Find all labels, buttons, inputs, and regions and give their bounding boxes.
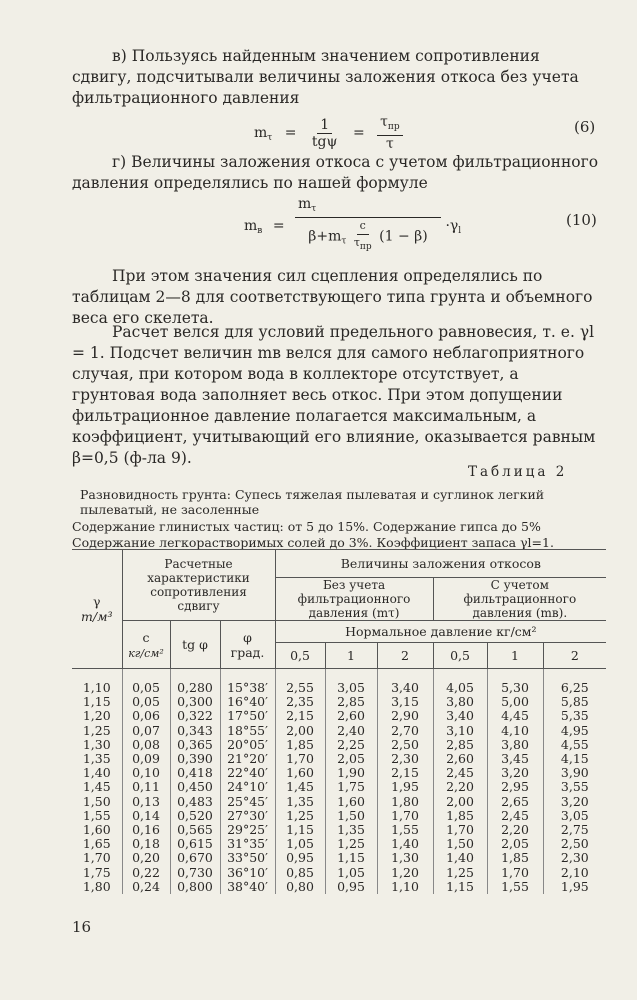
table-cell: 3,10: [433, 724, 487, 738]
table-cell: 1,15: [275, 823, 325, 837]
table-cell: 2,45: [433, 766, 487, 780]
table-cell: 2,10: [543, 866, 606, 880]
table-row: [72, 780, 606, 794]
header-c: c кг/см²: [122, 621, 170, 669]
table-row: [72, 695, 606, 709]
table-cell: 3,05: [325, 669, 377, 695]
table-cell: 2,15: [275, 709, 325, 723]
table-cell: 1,20: [377, 866, 433, 880]
table-cell: 0,05: [122, 695, 170, 709]
equation-number-10: (10): [566, 211, 597, 229]
table-cell: 5,85: [543, 695, 606, 709]
formula10-tail: $\cdot\gamma_l$: [445, 217, 462, 236]
page-number: 16: [72, 918, 92, 936]
table-cell: 33°50′: [220, 851, 275, 865]
table-row: [72, 752, 606, 766]
formula6-eq: =: [284, 125, 297, 141]
table-cell: 2,50: [543, 837, 606, 851]
table-cell: 1,25: [433, 866, 487, 880]
table-cell: 3,80: [487, 738, 543, 752]
table-row: [72, 738, 606, 752]
formula6-eq2: =: [352, 125, 365, 141]
table-cell: 0,05: [122, 669, 170, 695]
table-cell: 1,70: [487, 866, 543, 880]
table-cell: 4,55: [543, 738, 606, 752]
table-cell: 0,85: [275, 866, 325, 880]
table-cell: 2,05: [325, 752, 377, 766]
formula6-lhs: $m_\tau$: [254, 125, 273, 143]
table-cell: 3,15: [377, 695, 433, 709]
table-cell: 1,85: [487, 851, 543, 865]
table-cell: 0,20: [122, 851, 170, 865]
table-cell: 0,13: [122, 795, 170, 809]
table-cell: 2,30: [377, 752, 433, 766]
table-cell: 5,35: [543, 709, 606, 723]
table-cell: 1,30: [82, 736, 111, 752]
table-cell: 2,70: [377, 724, 433, 738]
table-cell: 2,00: [275, 724, 325, 738]
table-cell: 5,00: [487, 695, 543, 709]
table-cell: 0,800: [170, 880, 220, 894]
table-cell: 1,20: [82, 708, 111, 724]
table-cell: 1,50: [82, 793, 111, 809]
table-cell: 3,20: [543, 795, 606, 809]
header-gamma: γ т/м³: [72, 550, 122, 669]
table-cell: 1,80: [377, 795, 433, 809]
table-cell: 2,00: [433, 795, 487, 809]
table-cell: 0,450: [170, 780, 220, 794]
table-cell: 24°10′: [220, 780, 275, 794]
paragraph-v: в) Пользуясь найденным значением сопротивления сдвигу, подсчитывали величины заложения откоса без учета фильтрационного давления: [72, 47, 579, 107]
table-cell: 4,05: [433, 669, 487, 695]
table-cell: 15°38′: [220, 669, 275, 695]
table-row: [72, 766, 606, 780]
table-cell: 0,10: [122, 766, 170, 780]
table-cell: 1,25: [325, 837, 377, 851]
table-cell: 0,95: [275, 851, 325, 865]
table-cell: 2,85: [433, 738, 487, 752]
table-cell: 2,60: [325, 709, 377, 723]
table-cell: 1,40: [433, 851, 487, 865]
table-row: [72, 809, 606, 823]
table-cell: 0,07: [122, 724, 170, 738]
table-cell: 2,35: [275, 695, 325, 709]
table-cell: 0,418: [170, 766, 220, 780]
table-cell: 1,45: [82, 779, 111, 795]
table-cell: 0,08: [122, 738, 170, 752]
table-cell: 0,18: [122, 837, 170, 851]
table-body: [72, 669, 606, 894]
table-cell: 0,16: [122, 823, 170, 837]
table-caption-salts: Содержание легкорастворимых солей до 3%. Коэффициент запаса γl=1.: [72, 535, 554, 550]
table-cell: 0,06: [122, 709, 170, 723]
table-cell: 1,45: [275, 780, 325, 794]
table-cell: 20°05′: [220, 738, 275, 752]
table-row: [72, 851, 606, 865]
formula6-frac1: $\frac{1}{\text{tgψ}}$: [311, 116, 338, 150]
header-pressure-2: 1: [325, 643, 377, 669]
table-cell: 0,80: [275, 880, 325, 894]
table-cell: 2,50: [377, 738, 433, 752]
table-cell: 1,80: [82, 878, 111, 894]
table-cell: 3,40: [433, 709, 487, 723]
table-cell: 0,483: [170, 795, 220, 809]
formula-6: [254, 114, 403, 152]
formula10-eq: =: [272, 217, 285, 234]
equation-number-6: (6): [574, 118, 596, 136]
formula6-frac2: $\frac{\tau_{пр}}{\tau}$: [377, 114, 403, 152]
formula10-frac: $m_\tau$ $\beta+m_\tau$ $\frac{c}{\tau_{пр}}$ (1 − β): [295, 196, 441, 255]
table-cell: 1,95: [543, 880, 606, 894]
table-cell: 1,25: [82, 722, 111, 738]
table-cell: 1,35: [82, 751, 111, 767]
table-cell: 2,20: [433, 780, 487, 794]
table-cell: 2,75: [543, 823, 606, 837]
table-row: [72, 795, 606, 809]
table-cell: 2,90: [377, 709, 433, 723]
paragraph-g: г) Величины заложения откоса с учетом фильтрационного давления определялись по нашей формуле: [72, 153, 599, 192]
table-cell: 1,25: [275, 809, 325, 823]
paragraph-calculation: Расчет велся для условий предельного равновесия, т. е. γl = 1. Подсчет величин mв велся для самого неблагоприятного случая, при котором вода в коллекторе отсутствует, а грунтовая вода заполняет весь откос. При этом допущении фильтрационное давление полагается максимальным, а коэффициент, учитывающий его влияние, оказывается равным β=0,5 (ф-ла 9).: [72, 323, 596, 467]
table-cell: 1,15: [325, 851, 377, 865]
table-cell: 1,90: [325, 766, 377, 780]
table-cell: 2,95: [487, 780, 543, 794]
table-cell: 1,50: [433, 837, 487, 851]
table-cell: 27°30′: [220, 809, 275, 823]
formula10-lhs: $m_в$: [244, 217, 263, 236]
table-caption-soil: Разновидность грунта: Супесь тяжелая пылеватая и суглинок легкий пылеватый, не засоленные: [80, 487, 545, 517]
table-cell: 2,20: [487, 823, 543, 837]
table-cell: 1,05: [325, 866, 377, 880]
table-cell: 1,35: [275, 795, 325, 809]
table-cell: 1,70: [275, 752, 325, 766]
formula-10: [244, 196, 461, 255]
table-cell: 1,65: [82, 836, 111, 852]
table-cell: 3,90: [543, 766, 606, 780]
table-cell: 0,09: [122, 752, 170, 766]
table-cell: 0,300: [170, 695, 220, 709]
table-cell: 4,10: [487, 724, 543, 738]
table-cell: 1,70: [377, 809, 433, 823]
header-pressure-3: 2: [377, 643, 433, 669]
table-cell: 1,55: [487, 880, 543, 894]
table-cell: 2,60: [433, 752, 487, 766]
table-cell: 2,65: [487, 795, 543, 809]
table-cell: 1,35: [325, 823, 377, 837]
table-cell: 1,50: [325, 809, 377, 823]
table-row: [72, 880, 606, 894]
table-cell: 21°20′: [220, 752, 275, 766]
table-cell: 3,55: [543, 780, 606, 794]
table-cell: 2,25: [325, 738, 377, 752]
table-cell: 1,55: [377, 823, 433, 837]
table-cell: 29°25′: [220, 823, 275, 837]
table-cell: 0,615: [170, 837, 220, 851]
table-cell: 38°40′: [220, 880, 275, 894]
soil-table: [72, 549, 606, 894]
table-cell: 0,280: [170, 669, 220, 695]
table-cell: 2,30: [543, 851, 606, 865]
table-cell: 1,15: [82, 694, 111, 710]
table-cell: 1,40: [82, 765, 111, 781]
table-cell: 22°40′: [220, 766, 275, 780]
table-cell: 0,95: [325, 880, 377, 894]
table-cell: 1,85: [433, 809, 487, 823]
header-tg: tg φ: [170, 621, 220, 669]
table-cell: 2,40: [325, 724, 377, 738]
table-cell: 1,85: [275, 738, 325, 752]
table-cell: 36°10′: [220, 866, 275, 880]
table-cell: 31°35′: [220, 837, 275, 851]
table-cell: 0,343: [170, 724, 220, 738]
table-cell: 18°55′: [220, 724, 275, 738]
table-cell: 0,365: [170, 738, 220, 752]
table-cell: 3,20: [487, 766, 543, 780]
table-row: [72, 709, 606, 723]
table-cell: 1,60: [325, 795, 377, 809]
header-pressure-5: 1: [487, 643, 543, 669]
table-cell: 2,45: [487, 809, 543, 823]
table-cell: 4,95: [543, 724, 606, 738]
table-cell: 17°50′: [220, 709, 275, 723]
table-cell: 1,60: [82, 822, 111, 838]
header-pressure-4: 0,5: [433, 643, 487, 669]
table-cell: 4,45: [487, 709, 543, 723]
table-cell: 0,730: [170, 866, 220, 880]
table-cell: 2,05: [487, 837, 543, 851]
table-cell: 0,565: [170, 823, 220, 837]
table-cell: 0,670: [170, 851, 220, 865]
table-row: [72, 866, 606, 880]
table-caption-clay: Содержание глинистых частиц: от 5 до 15%. Содержание гипса до 5%: [72, 519, 541, 534]
table-row: [72, 669, 606, 695]
table-row: [72, 724, 606, 738]
table-cell: 6,25: [543, 669, 606, 695]
header-without-filtration: Без учета фильтрационного давления (mτ): [275, 578, 433, 621]
table-cell: 1,15: [433, 880, 487, 894]
table-cell: 1,10: [82, 680, 111, 695]
table-row: [72, 837, 606, 851]
table-title: Таблица 2: [468, 464, 568, 480]
table-cell: 1,30: [377, 851, 433, 865]
table-cell: 1,70: [433, 823, 487, 837]
table-row: [72, 823, 606, 837]
table-cell: 1,75: [82, 864, 111, 880]
table-cell: 0,11: [122, 780, 170, 794]
table-cell: 0,14: [122, 809, 170, 823]
header-shear-group: Расчетные характеристики сопротивления сдвигу: [122, 550, 275, 621]
header-slopes-group: Величины заложения откосов: [275, 550, 606, 578]
table-cell: 0,390: [170, 752, 220, 766]
table-cell: 2,85: [325, 695, 377, 709]
table-cell: 0,24: [122, 880, 170, 894]
table-cell: 4,15: [543, 752, 606, 766]
table-cell: 2,15: [377, 766, 433, 780]
table-cell: 25°45′: [220, 795, 275, 809]
table-cell: 1,60: [275, 766, 325, 780]
table-cell: 0,520: [170, 809, 220, 823]
table-cell: 5,30: [487, 669, 543, 695]
table-cell: 1,10: [377, 880, 433, 894]
table-cell: 1,55: [82, 807, 111, 823]
table-cell: 0,22: [122, 866, 170, 880]
table-cell: 16°40′: [220, 695, 275, 709]
table-cell: 1,40: [377, 837, 433, 851]
table-cell: 0,322: [170, 709, 220, 723]
table-cell: 1,95: [377, 780, 433, 794]
table-cell: 2,55: [275, 669, 325, 695]
table-cell: 3,40: [377, 669, 433, 695]
table-cell: 1,70: [82, 850, 111, 866]
header-pressure-1: 0,5: [275, 643, 325, 669]
header-phi: φ град.: [220, 621, 275, 669]
header-pressure-6: 2: [543, 643, 606, 669]
paragraph-cohesion: При этом значения сил сцепления определялись по таблицам 2—8 для соответствующего типа грунта и объемного веса его скелета.: [72, 267, 593, 327]
table-cell: 1,75: [325, 780, 377, 794]
header-with-filtration: С учетом фильтрационного давления (mв).: [433, 578, 606, 621]
table-cell: 3,05: [543, 809, 606, 823]
table-cell: 1,05: [275, 837, 325, 851]
header-pressure: Нормальное давление кг/см²: [275, 621, 606, 643]
table-cell: 3,80: [433, 695, 487, 709]
table-cell: 3,45: [487, 752, 543, 766]
